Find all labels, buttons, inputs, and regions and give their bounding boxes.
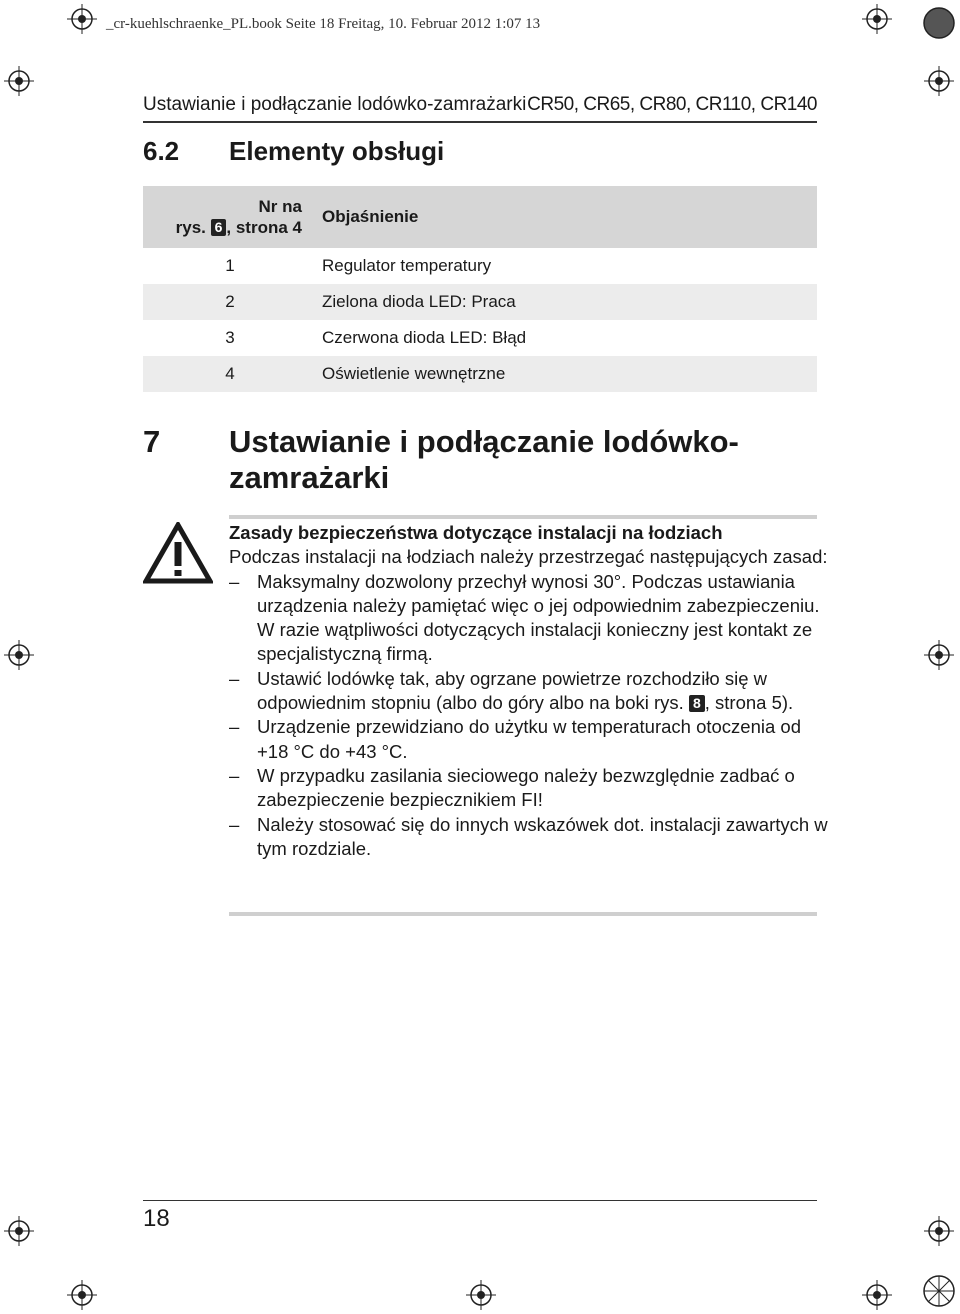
warning-rule-bottom [229,912,817,916]
header-rule [143,121,817,123]
warning-box [229,521,829,861]
registration-mark-icon [466,1280,496,1310]
table-row: 2 Zielona dioda LED: Praca [143,284,817,320]
table-header-row [143,186,817,248]
registration-mark-icon [4,66,34,96]
section-title: Ustawianie i podłączanie lodówko-zamrażarki [229,424,739,495]
list-item: – Urządzenie przewidziano do użytku w temperaturach otoczenia od +18 °C do +43 °C. [229,716,801,762]
registration-mark-icon [67,1280,97,1310]
color-wheel-icon [922,1274,956,1308]
table-row: 4 Oświetlenie wewnętrzne [143,356,817,392]
warning-intro: Podczas instalacji na łodziach należy przestrzegać następujących zasad: [229,546,828,568]
footer-rule [143,1200,817,1201]
section-number: 6.2 [143,136,180,166]
warning-list [229,570,829,862]
registration-mark-icon [924,640,954,670]
registration-mark-icon [862,4,892,34]
running-header-chapter: Ustawianie i podłączanie lodówko-zamrażarki [143,94,527,115]
figure-badge: 8 [689,695,705,712]
section-title: Elementy obsługi [229,136,445,166]
column-header-explanation: Objaśnienie [318,186,817,248]
list-item: – Maksymalny dozwolony przechył wynosi 30°. Podczas ustawiania urządzenia należy pamiętać więc o jej odpowiednim zabezpieczeniu. W razie wątpliwości dotyczących instalacji konieczny jest kontakt ze specjalistyczną firmą. [229,570,820,665]
table-row: 3 Czerwona dioda LED: Błąd [225,328,527,347]
color-wheel-icon [922,6,956,40]
running-header-models: CR50, CR65, CR80, CR110, CR140 [527,94,817,115]
warning-title: Zasady bezpieczeństwa dotyczące instalacji na łodziach [229,522,723,543]
registration-mark-icon [924,1216,954,1246]
registration-mark-icon [4,640,34,670]
warning-triangle-icon [143,522,213,584]
section-number: 7 [143,424,161,459]
section-heading-6-2 [143,136,444,167]
list-item: – Ustawić lodówkę tak, aby ogrzane powietrze rozchodziło się w odpowiednim stopniu (albo do góry albo na boki rys. 8 , strona 5). [229,667,794,714]
list-item: – W przypadku zasilania sieciowego należy bezwzględnie zadbać o zabezpieczenie bezpiecznikiem FI! [229,764,795,811]
registration-mark-icon [4,1216,34,1246]
controls-table [143,186,817,392]
registration-mark-icon [67,4,97,34]
list-item: – Należy stosować się do innych wskazówek dot. instalacji zawartych w tym rozdziale. [229,813,828,859]
registration-mark-icon [862,1280,892,1310]
warning-rule-top [229,515,817,519]
page-number: 18 [143,1205,170,1232]
column-header-number: Nr na rys. 6 , strona 4 [143,186,318,248]
print-slug: _cr-kuehlschraenke_PL.book Seite 18 Freitag, 10. Februar 2012 1:07 13 [106,16,541,32]
registration-mark-icon [924,66,954,96]
figure-badge: 6 [211,219,227,236]
table-row: 1 Regulator temperatury [225,256,492,275]
